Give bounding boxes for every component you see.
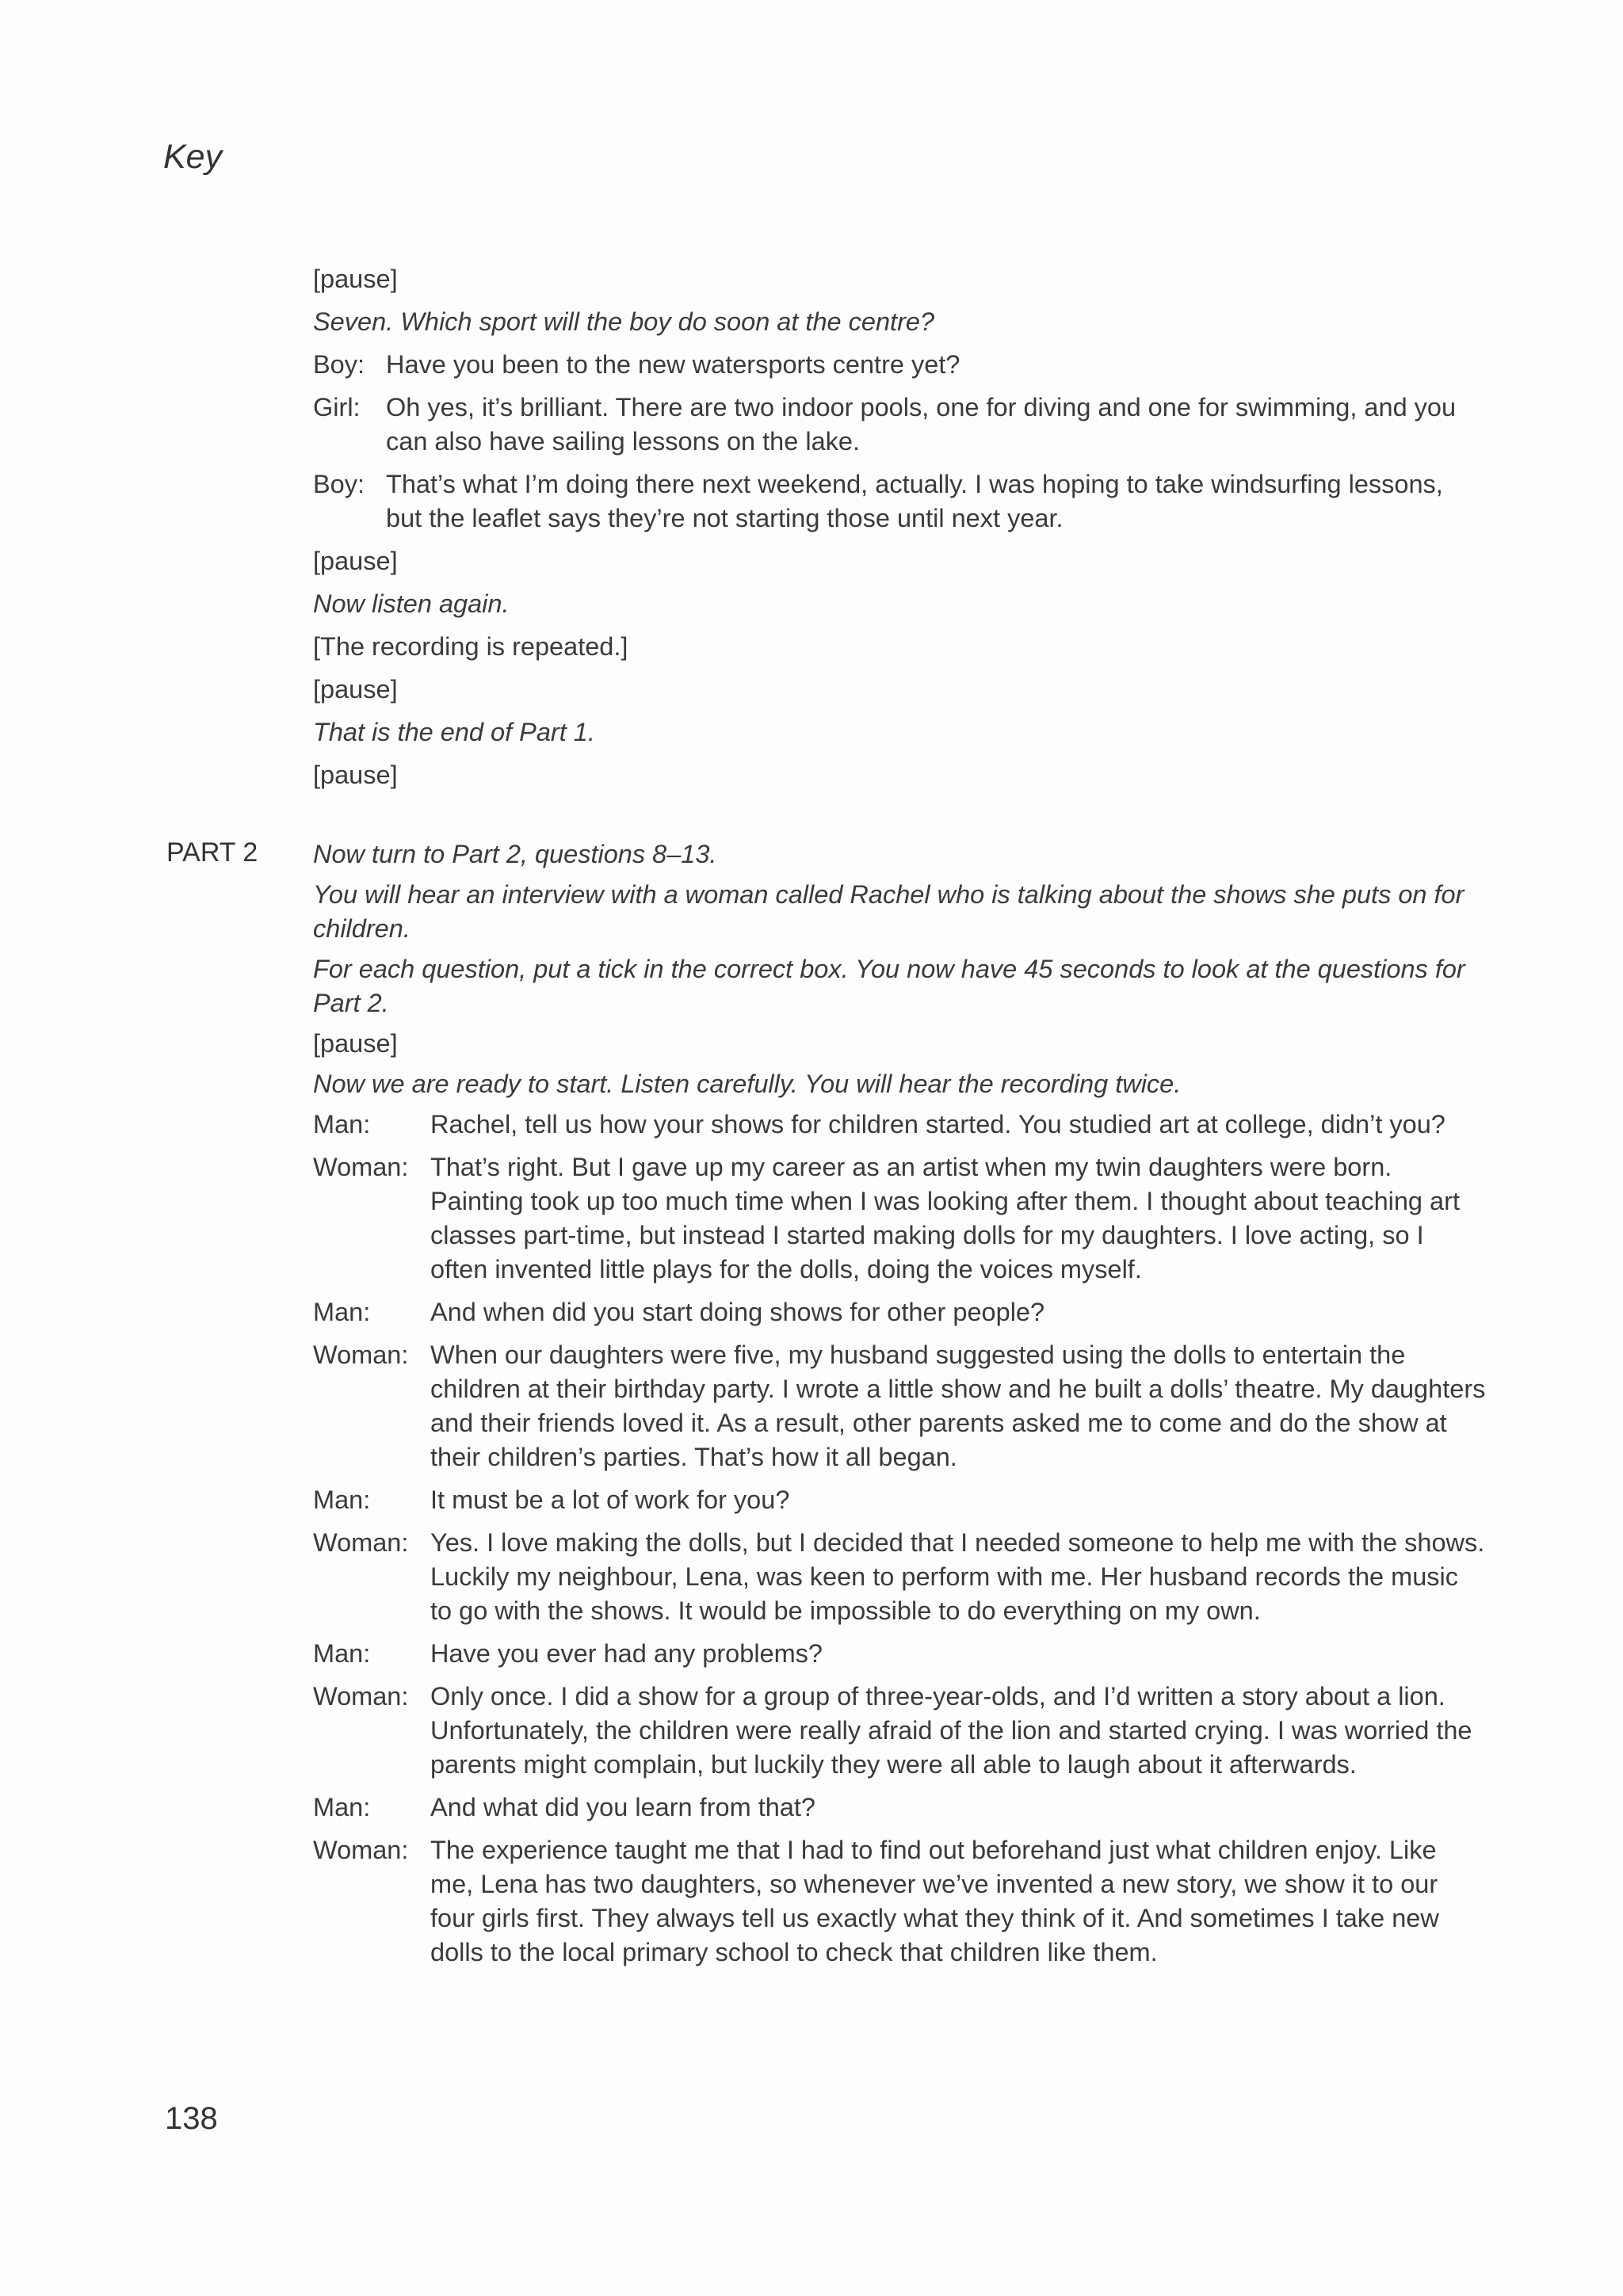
part2-transcript — [313, 837, 1486, 1970]
pause-marker: [pause] — [313, 265, 398, 293]
utterance: Have you been to the new watersports centre yet? — [386, 350, 960, 379]
instruction-line: Now listen again. — [313, 589, 510, 618]
utterance: Yes. I love making the dolls, but I decided that I needed someone to help me with the shows. Luckily my neighbour, Lena, was keen to perform with me. Her husband records the music to go with the shows. It would be impossible to do everything on my own. — [430, 1528, 1485, 1625]
dialogue-turn — [313, 391, 1486, 459]
instruction-line: That is the end of Part 1. — [313, 718, 595, 746]
utterance: It must be a lot of work for you? — [430, 1486, 790, 1514]
dialogue-turn — [313, 1483, 1486, 1517]
instruction-line: You will hear an interview with a woman called Rachel who is talking about the shows she puts on for children. — [313, 880, 1465, 943]
part-heading: PART 2 — [166, 837, 258, 868]
dialogue-turn — [313, 348, 1486, 382]
instruction-line: Now we are ready to start. Listen carefully. You will hear the recording twice. — [313, 1070, 1182, 1098]
pause-marker: [pause] — [313, 761, 398, 789]
speaker-label: Girl: — [313, 393, 361, 421]
running-head: Key — [163, 138, 223, 176]
dialogue-turn — [313, 1526, 1486, 1628]
speaker-label: Man: — [313, 1639, 371, 1668]
utterance: That’s right. But I gave up my career as an artist when my twin daughters were born. Painting took up too much time when I was looking after them. I thought about teaching art classes part-time, but instead I started making dolls for my daughters. I love acting, so I often invented little plays for the dolls, doing the voices myself. — [430, 1153, 1460, 1283]
utterance: When our daughters were five, my husband suggested using the dolls to entertain the children at their birthday party. I wrote a little show and he built a dolls’ theatre. My daughters and their friends loved it. As a result, other parents asked me to come and do the show at their children’s parties. That’s how it all began. — [430, 1341, 1486, 1471]
instruction-line: For each question, put a tick in the correct box. You now have 45 seconds to look at the questions for Part 2. — [313, 955, 1465, 1017]
utterance: Rachel, tell us how your shows for children started. You studied art at college, didn’t you? — [430, 1110, 1445, 1138]
question-prompt: Seven. Which sport will the boy do soon at the centre? — [313, 307, 935, 336]
speaker-label: Woman: — [313, 1682, 409, 1711]
speaker-label: Woman: — [313, 1528, 409, 1557]
pause-marker: [pause] — [313, 547, 398, 575]
utterance: That’s what I’m doing there next weekend, actually. I was hoping to take windsurfing lessons, but the leaflet says they’re not starting those until next year. — [386, 470, 1443, 532]
dialogue-turn — [313, 1108, 1486, 1142]
speaker-label: Boy: — [313, 350, 365, 379]
dialogue-turn — [313, 1833, 1486, 1970]
utterance: The experience taught me that I had to find out beforehand just what children enjoy. Like me, Lena has two daughters, so whenever we’ve invented a new story, we show it to our four girls first. They always tell us exactly what they think of it. And sometimes I take new dolls to the local primary school to check that children like them. — [430, 1836, 1439, 1966]
dialogue-turn — [313, 1680, 1486, 1782]
speaker-label: Man: — [313, 1793, 371, 1821]
pause-marker: [pause] — [313, 1029, 398, 1058]
speaker-label: Woman: — [313, 1341, 409, 1369]
instruction-line: Now turn to Part 2, questions 8–13. — [313, 840, 717, 868]
speaker-label: Man: — [313, 1486, 371, 1514]
dialogue-turn — [313, 1637, 1486, 1671]
part1-transcript — [313, 262, 1486, 792]
dialogue-turn — [313, 1295, 1486, 1329]
speaker-label: Boy: — [313, 470, 365, 498]
speaker-label: Woman: — [313, 1836, 409, 1864]
speaker-label: Man: — [313, 1298, 371, 1326]
dialogue-turn — [313, 1150, 1486, 1287]
stage-direction: [The recording is repeated.] — [313, 632, 628, 661]
utterance: Only once. I did a show for a group of three-year-olds, and I’d written a story about a lion. Unfortunately, the children were really afraid of the lion and started crying. I was worried the parents might complain, but luckily they were all able to laugh about it afterwards. — [430, 1682, 1472, 1779]
pause-marker: [pause] — [313, 675, 398, 704]
utterance: Have you ever had any problems? — [430, 1639, 823, 1668]
speaker-label: Man: — [313, 1110, 371, 1138]
dialogue-turn — [313, 1338, 1486, 1474]
page-number: 138 — [165, 2101, 218, 2136]
dialogue-turn — [313, 467, 1486, 536]
speaker-label: Woman: — [313, 1153, 409, 1181]
utterance: And when did you start doing shows for other people? — [430, 1298, 1045, 1326]
dialogue-turn — [313, 1791, 1486, 1825]
utterance: And what did you learn from that? — [430, 1793, 815, 1821]
utterance: Oh yes, it’s brilliant. There are two indoor pools, one for diving and one for swimming, and you can also have sailing lessons on the lake. — [386, 393, 1457, 456]
